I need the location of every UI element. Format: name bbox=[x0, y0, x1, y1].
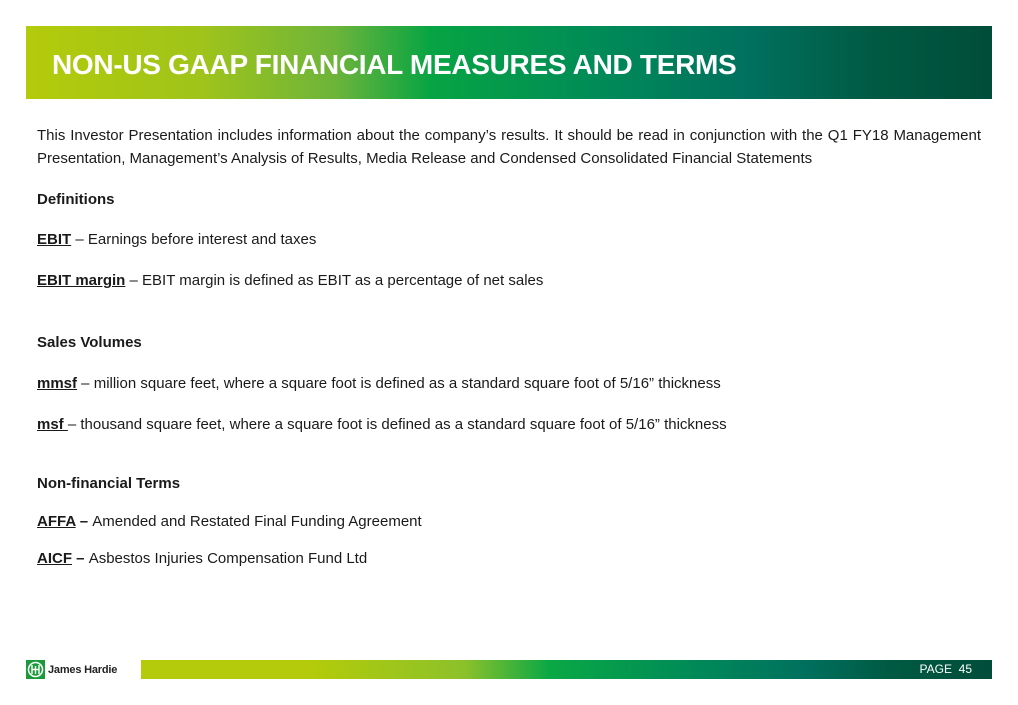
sales-volumes-heading: Sales Volumes bbox=[37, 334, 142, 351]
footer-bar bbox=[141, 660, 992, 679]
term: AFFA bbox=[37, 513, 76, 530]
term: msf bbox=[37, 416, 68, 433]
term-ebit bbox=[37, 228, 316, 251]
non-financial-heading: Non-financial Terms bbox=[37, 475, 181, 492]
definition: Amended and Restated Final Funding Agreement bbox=[92, 513, 422, 530]
header-banner bbox=[26, 26, 992, 99]
james-hardie-logo bbox=[26, 660, 117, 679]
definition: – million square feet, where a square foot is defined as a standard square foot of 5/16” thickness bbox=[77, 375, 721, 392]
term-affa bbox=[37, 510, 422, 533]
dash: – bbox=[75, 513, 93, 530]
page-number: PAGE 45 bbox=[919, 662, 972, 676]
term: EBIT margin bbox=[37, 272, 126, 289]
intro-paragraph: This Investor Presentation includes information about the company’s results. It should be read in conjunction with the Q1 FY18 Management Presentation, Management’s Analysis of Results, Media Release and Condensed Consolidated Financial Statements bbox=[37, 127, 981, 167]
term: EBIT bbox=[37, 231, 72, 248]
term-mmsf bbox=[37, 372, 721, 395]
term-aicf bbox=[37, 547, 367, 570]
term: mmsf bbox=[37, 375, 78, 392]
definition: Asbestos Injuries Compensation Fund Ltd bbox=[88, 550, 368, 567]
page-title: NON-US GAAP FINANCIAL MEASURES AND TERMS bbox=[52, 49, 737, 80]
definition: – EBIT margin is defined as EBIT as a percentage of net sales bbox=[125, 272, 544, 289]
definition: – thousand square feet, where a square foot is defined as a standard square foot of 5/16” thickness bbox=[67, 416, 727, 433]
term-ebit-margin bbox=[37, 269, 543, 292]
logo-text: James Hardie bbox=[48, 663, 118, 676]
dash: – bbox=[72, 550, 89, 567]
definition: – Earnings before interest and taxes bbox=[71, 231, 317, 248]
logo-mark-icon bbox=[26, 660, 45, 679]
term: AICF bbox=[37, 550, 72, 567]
definitions-heading: Definitions bbox=[37, 191, 115, 208]
term-msf bbox=[37, 413, 727, 436]
